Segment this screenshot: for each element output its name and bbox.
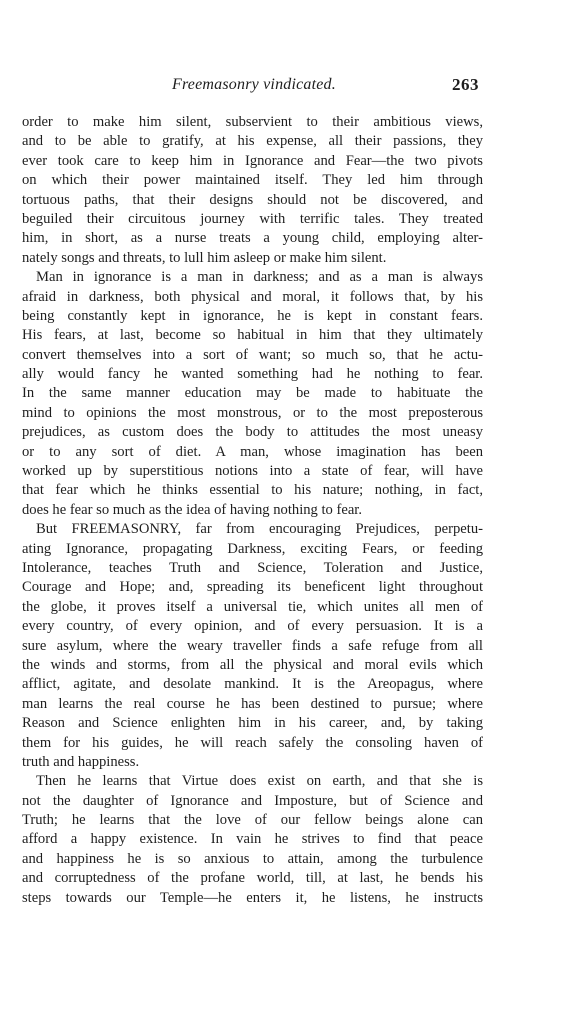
text-line: Intolerance, teaches Truth and Science, Toleration and Justice, (22, 559, 483, 576)
running-head (0, 76, 588, 100)
text-line: Man in ignorance is a man in darkness; and as a man is always (36, 269, 483, 286)
text-line: convert themselves into a sort of want; so much so, that he actu- (22, 346, 483, 363)
text-line: being constantly kept in ignorance, he is kept in constant fears. (22, 307, 483, 324)
text-line: on which their power maintained itself. They led him through (22, 172, 483, 189)
text-line: Then he learns that Virtue does exist on earth, and that she is (36, 773, 483, 790)
text-line: order to make him silent, subservient to their ambitious views, (22, 114, 483, 130)
text-line: ever took care to keep him in Ignorance and Fear—the two pivots (22, 152, 483, 169)
text-line: ating Ignorance, propagating Darkness, exciting Fears, or feeding (22, 540, 483, 557)
page-number: 263 (452, 75, 479, 94)
text-line: prejudices, as custom does the body to attitudes the most uneasy (22, 424, 483, 441)
text-line: does he fear so much as the idea of having nothing to fear. (22, 501, 363, 518)
text-line: every country, of every opinion, and of every persuasion. It is a (22, 618, 483, 635)
text-line: Truth; he learns that the love of our fellow beings alone can (22, 812, 483, 829)
text-line: Reason and Science enlighten him in his career, and, by taking (22, 715, 483, 732)
text-line: tortuous paths, that their designs should not be discovered, and (22, 191, 483, 208)
running-title: Freemasonry vindicated. (172, 76, 336, 93)
text-line: afraid in darkness, both physical and moral, it follows that, by his (22, 288, 483, 305)
text-line: steps towards our Temple—he enters it, he listens, he instructs (22, 889, 483, 906)
text-line: Courage and Hope; and, spreading its beneficent light throughout (22, 579, 483, 596)
text-line: him, in short, as a nurse treats a young child, employing alter- (22, 230, 483, 247)
text-line: His fears, at last, become so habitual in him that they ultimately (22, 327, 483, 344)
text-line: and happiness he is so anxious to attain, among the turbulence (22, 850, 483, 867)
text-line: afflict, agitate, and desolate mankind. It is the Areopagus, where (22, 676, 483, 693)
text-line: sure asylum, where the weary traveller finds a safe refuge from all (22, 637, 483, 654)
text-line: or to any sort of diet. A man, whose imagination has been (22, 443, 483, 460)
text-line: afford a happy existence. In vain he strives to find that peace (22, 831, 483, 848)
text-line: ally would fancy he wanted something had he nothing to fear. (22, 366, 483, 383)
text-line: beguiled their circuitous journey with terrific tales. They treated (22, 210, 483, 227)
text-line: worked up by superstitious notions into a state of fear, will have (22, 463, 483, 480)
text-line: truth and happiness. (22, 753, 140, 770)
text-line: But FREEMASONRY, far from encouraging Prejudices, perpetu- (36, 521, 483, 538)
text-line: that fear which he thinks essential to his nature; nothing, in fact, (22, 482, 483, 499)
text-line: mind to opinions the most monstrous, or to the most preposterous (22, 404, 483, 421)
body-text (22, 113, 483, 908)
text-line: man learns the real course he has been destined to pursue; where (22, 695, 483, 712)
text-line: nately songs and threats, to lull him asleep or make him silent. (22, 249, 387, 266)
text-line: and to be able to gratify, at his expense, all their passions, they (22, 133, 483, 150)
text-line: In the same manner education may be made to habituate the (22, 385, 483, 402)
text-line: and corruptedness of the profane world, till, at last, he bends his (22, 870, 483, 887)
text-line: not the daughter of Ignorance and Imposture, but of Science and (22, 792, 483, 809)
text-line: the winds and storms, from all the physical and moral evils which (22, 656, 483, 673)
text-line: them for his guides, he will reach safely the consoling haven of (22, 734, 483, 751)
text-line: the globe, it proves itself a universal tie, which unites all men of (22, 598, 483, 615)
